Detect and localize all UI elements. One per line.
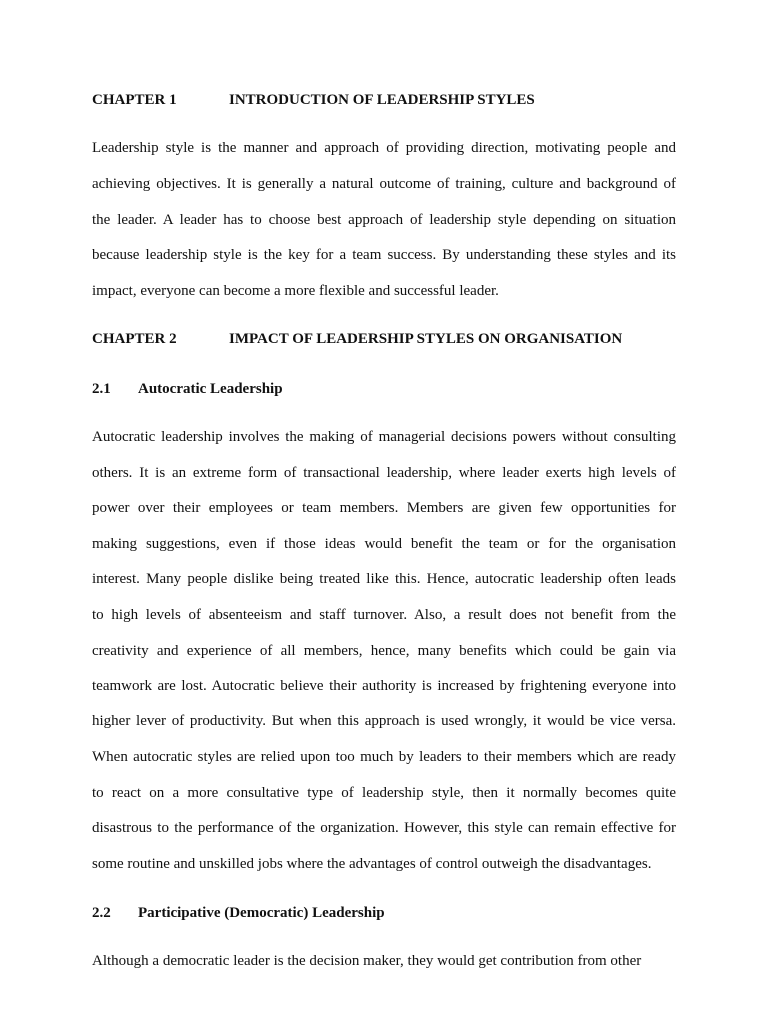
paragraph-line: to react on a more consultative type of leadership style, then it normally becomes quite (92, 785, 676, 801)
paragraph-line: impact, everyone can become a more flexible and successful leader. (92, 283, 499, 299)
paragraph-line: the leader. A leader has to choose best approach of leadership style depending on situation (92, 212, 676, 228)
paragraph-line: Leadership style is the manner and approach of providing direction, motivating people and (92, 140, 676, 156)
paragraph-line: When autocratic styles are relied upon too much by leaders to their members which are ready (92, 749, 676, 765)
paragraph-line: teamwork are lost. Autocratic believe their authority is increased by frightening everyone into (92, 678, 676, 694)
section-2-2-heading (92, 905, 385, 922)
chapter-1-number: CHAPTER 1 (92, 92, 177, 108)
chapter-1-heading (92, 92, 535, 109)
chapter-2-number: CHAPTER 2 (92, 331, 177, 347)
chapter-2-heading (92, 331, 623, 348)
paragraph-line: Although a democratic leader is the decision maker, they would get contribution from other (92, 953, 642, 969)
section-2-2-title: Participative (Democratic) Leadership (138, 905, 385, 921)
paragraph-line: creativity and experience of all members, hence, many benefits which could be gain via (92, 643, 676, 659)
paragraph-line: to high levels of absenteeism and staff turnover. Also, a result does not benefit from the (92, 607, 676, 623)
section-2-2-number: 2.2 (92, 905, 111, 921)
paragraph-line: interest. Many people dislike being treated like this. Hence, autocratic leadership often leads (92, 571, 676, 587)
paragraph-line: others. It is an extreme form of transactional leadership, where leader exerts high levels of (92, 465, 676, 481)
paragraph-line: because leadership style is the key for a team success. By understanding these styles and its (92, 247, 676, 263)
chapter-2-title: IMPACT OF LEADERSHIP STYLES ON ORGANISATION (229, 331, 623, 347)
paragraph-line: Autocratic leadership involves the making of managerial decisions powers without consulting (92, 429, 676, 445)
paragraph-line: making suggestions, even if those ideas would benefit the team or for the organisation (92, 536, 676, 552)
paragraph-line: achieving objectives. It is generally a natural outcome of training, culture and background of (92, 176, 676, 192)
paragraph-line: higher lever of productivity. But when this approach is used wrongly, it would be vice versa. (92, 713, 676, 729)
paragraph-line: some routine and unskilled jobs where the advantages of control outweigh the disadvantages. (92, 856, 652, 872)
paragraph-line: power over their employees or team members. Members are given few opportunities for (92, 500, 676, 516)
chapter-1-title: INTRODUCTION OF LEADERSHIP STYLES (229, 92, 535, 108)
paragraph-line: disastrous to the performance of the organization. However, this style can remain effective for (92, 820, 676, 836)
section-2-1-heading (92, 381, 283, 398)
section-2-1-title: Autocratic Leadership (138, 381, 283, 397)
section-2-1-number: 2.1 (92, 381, 111, 397)
